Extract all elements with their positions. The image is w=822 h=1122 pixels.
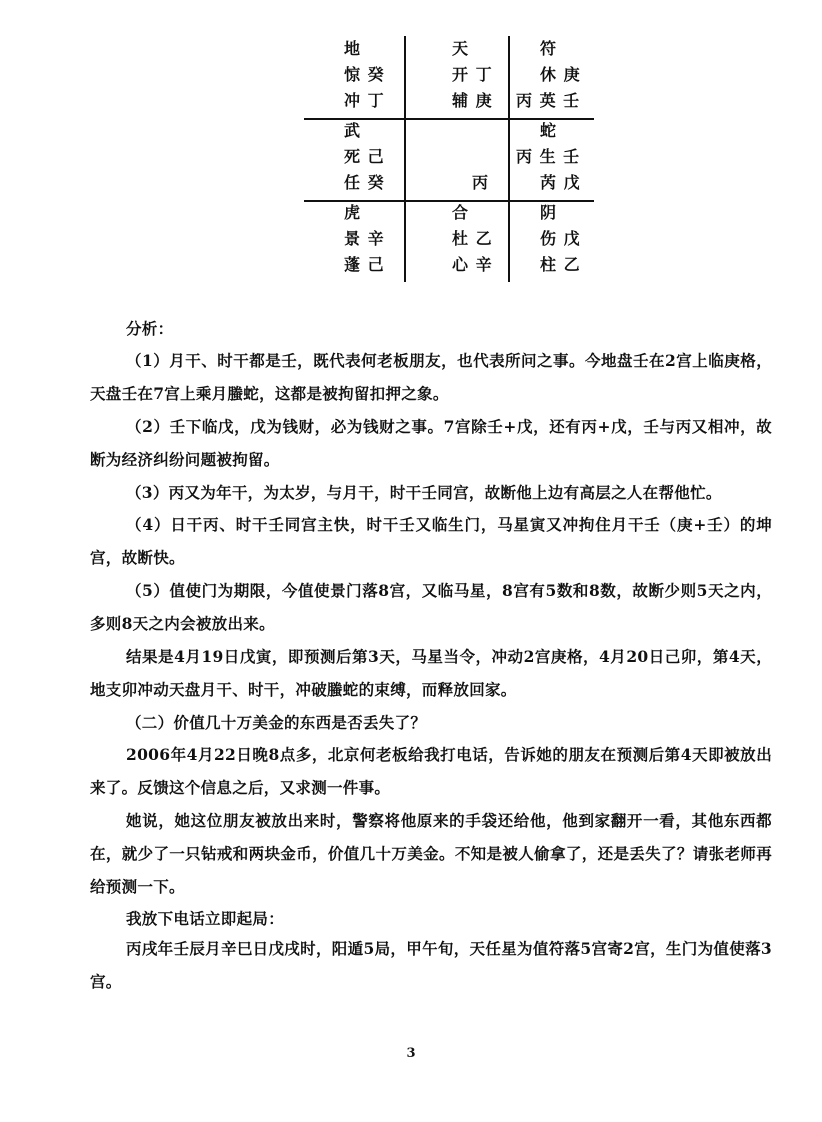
chart-cell-palace-7 — [516, 118, 581, 196]
cell-line: 蓬 己 — [344, 255, 385, 274]
cell-line: 死 己 — [344, 147, 385, 166]
cell-line: 符 — [540, 39, 558, 58]
chart-cell-palace-8 — [344, 200, 385, 278]
cell-line: 武 — [344, 121, 362, 140]
paragraph: （5）值使门为期限，今值使景门落8宫，又临马星，8宫有5数和8数，故断少则5天之内，多则8天之内会被放出来。 — [90, 581, 772, 633]
chart-cell-palace-1 — [452, 200, 493, 278]
paragraph: （2）壬下临戊，戊为钱财，必为钱财之事。7宫除壬+戊，还有丙+戊，壬与丙又相冲，故断为经济纠纷问题被拘留。 — [90, 417, 772, 469]
qimen-chart — [318, 36, 618, 282]
chart-cell-palace-2 — [516, 36, 581, 114]
chart-cell-palace-4 — [344, 36, 385, 114]
paragraph: （1）月干、时干都是壬，既代表何老板朋友，也代表所问之事。今地盘壬在2宫上临庚格，天盘壬在7宫上乘月螣蛇，这都是被拘留扣押之象。 — [90, 351, 772, 403]
cell-line — [472, 118, 489, 144]
cell-line: 心 辛 — [452, 255, 493, 274]
cell-line: 阴 — [540, 203, 558, 222]
cell-line: 惊 癸 — [344, 65, 385, 84]
cell-line: 地 — [344, 39, 362, 58]
cell-line: 开 丁 — [452, 65, 493, 84]
chart-divider-vertical-left — [404, 36, 406, 282]
paragraph: 我放下电话立即起局： — [126, 909, 285, 928]
cell-line: 冲 丁 — [344, 91, 385, 110]
paragraph: 结果是4月19日戊寅，即预测后第3天，马星当令，冲动2宫庚格，4月20日己卯，第4天，地支卯冲动天盘月干、时干，冲破螣蛇的束缚，而释放回家。 — [90, 647, 772, 699]
cell-line: 丙 — [472, 173, 490, 192]
cell-line: 丙 生 壬 — [516, 147, 581, 166]
analysis-heading: 分析： — [126, 319, 174, 338]
cell-line: 天 — [452, 39, 470, 58]
cell-line: 虎 — [344, 203, 362, 222]
chart-divider-vertical-right — [508, 36, 510, 282]
chart-cell-palace-9 — [452, 36, 493, 114]
cell-line: 伤 戊 — [540, 229, 581, 248]
chart-cell-palace-6 — [516, 200, 581, 278]
cell-line: 合 — [452, 203, 470, 222]
cell-line: 蛇 — [540, 121, 558, 140]
cell-line: 柱 乙 — [540, 255, 581, 274]
page-number: 3 — [406, 1046, 416, 1061]
cell-line: 辅 庚 — [452, 91, 493, 110]
paragraph: （4）日干丙、时干壬同宫主快，时干壬又临生门，马星寅又冲拘住月干壬（庚+壬）的坤宫，故断快。 — [90, 515, 772, 567]
cell-line: 丙 英 壬 — [516, 91, 581, 110]
paragraph: 她说，她这位朋友被放出来时，警察将他原来的手袋还给他，他到家翻开一看，其他东西都在，就少了一只钻戒和两块金币，价值几十万美金。不知是被人偷拿了，还是丢失了？请张老师再给预测一下。 — [90, 811, 772, 896]
paragraph: （3）丙又为年干，为太岁，与月干，时干壬同宫，故断他上边有高层之人在帮他忙。 — [126, 483, 722, 502]
cell-line: 芮 戊 — [540, 173, 581, 192]
chart-cell-palace-5 — [472, 118, 489, 196]
cell-line: 景 辛 — [344, 229, 385, 248]
section-heading: （二）价值几十万美金的东西是否丢失了？ — [126, 713, 427, 732]
chart-cell-palace-3 — [344, 118, 385, 196]
cell-line: 任 癸 — [344, 173, 385, 192]
cell-line: 杜 乙 — [452, 229, 493, 248]
cell-line — [472, 144, 489, 170]
cell-line: 休 庚 — [540, 65, 581, 84]
paragraph: 丙戌年壬辰月辛巳日戊戌时，阳遁5局，甲午旬，天任星为值符落5宫寄2宫，生门为值使落3宫。 — [90, 939, 772, 991]
paragraph: 2006年4月22日晚8点多，北京何老板给我打电话，告诉她的朋友在预测后第4天即被放出来了。反馈这个信息之后，又求测一件事。 — [90, 745, 772, 797]
